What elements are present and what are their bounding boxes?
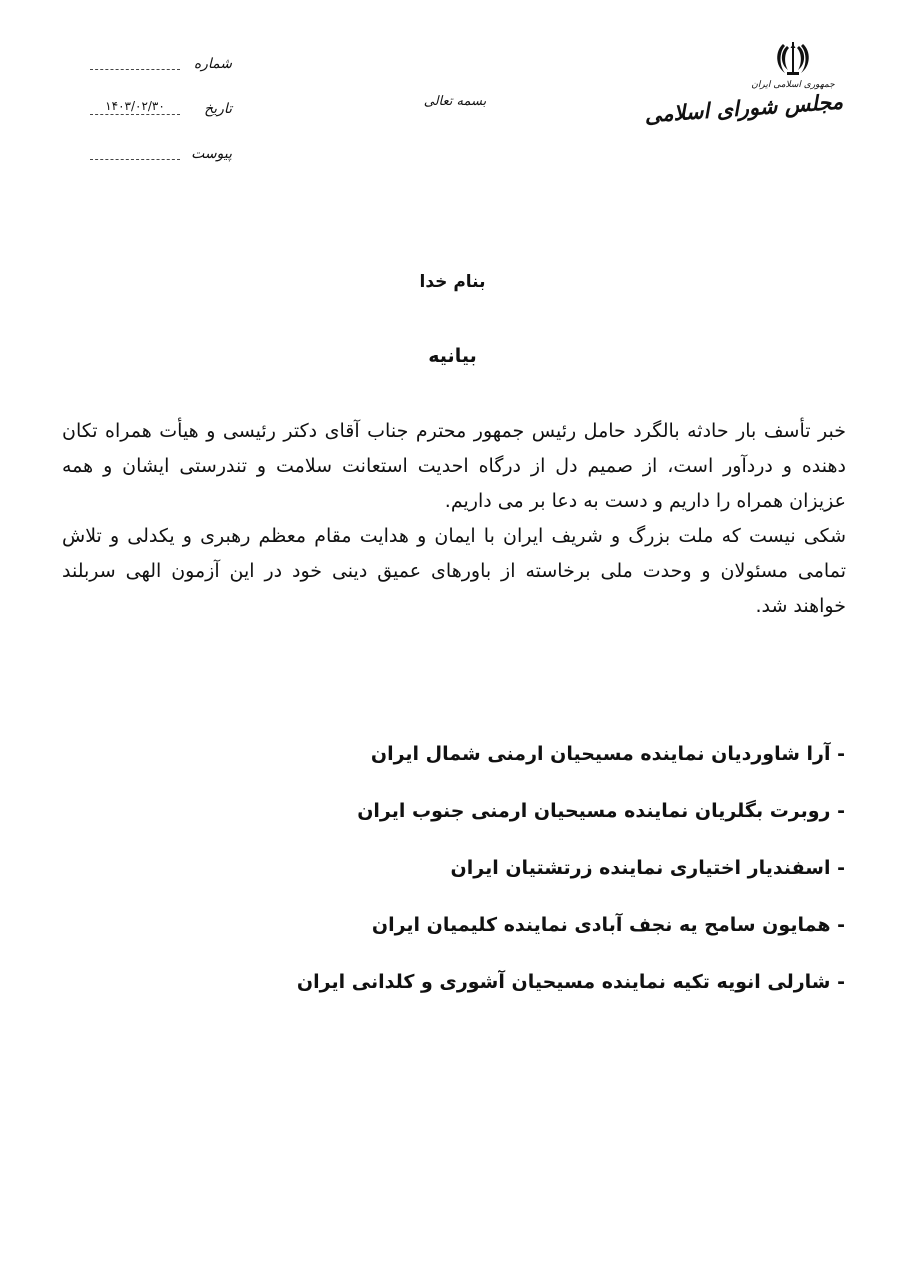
reference-number-value — [90, 68, 180, 70]
statement-title: بیانیه — [428, 345, 477, 367]
signatory-item: - شارلی انویه تکیه نماینده مسیحیان آشوری و کلدانی ایران — [296, 971, 845, 993]
iran-emblem-icon — [773, 38, 813, 78]
reference-number-label: شماره — [193, 56, 232, 72]
reference-row-number — [90, 48, 250, 72]
parliament-name: مجلس شورای اسلامی — [643, 88, 844, 128]
letter-heading: بنام خدا — [419, 272, 486, 292]
reference-row-date — [90, 93, 250, 117]
reference-attachment-label: پیوست — [191, 146, 232, 162]
reference-fields — [90, 48, 250, 183]
invocation-text: بسمه تعالی — [423, 94, 487, 109]
signatory-item: - اسفندیار اختیاری نماینده زرتشتیان ایران — [450, 857, 845, 879]
statement-paragraph: شکی نیست که ملت بزرگ و شریف ایران با ایمان و هدایت مقام معظم رهبری و یکدلی و تلاش تمامی مسئولان و وحدت ملی برخاسته از باورهای عمیق دینی خود در این آزمون الهی سربلند خواهند شد. — [62, 525, 846, 617]
letterhead-emblem-block — [643, 38, 844, 128]
signatories-list — [245, 736, 845, 1021]
reference-attachment-value — [90, 158, 180, 160]
signatory-item: - همایون سامح یه نجف آبادی نماینده کلیمیان ایران — [371, 914, 845, 936]
reference-row-attachment — [90, 138, 250, 162]
signatory-item: - روبرت بگلریان نماینده مسیحیان ارمنی جنوب ایران — [357, 800, 845, 822]
country-name: جمهوری اسلامی ایران — [751, 80, 835, 90]
signatory-item: - آرا شاوردیان نماینده مسیحیان ارمنی شمال ایران — [370, 743, 845, 765]
reference-date-label: تاریخ — [204, 101, 232, 117]
statement-body — [62, 414, 846, 624]
reference-date-value: ۱۴۰۳/۰۲/۳۰ — [90, 98, 180, 115]
statement-paragraph: خبر تأسف بار حادثه بالگرد حامل رئیس جمهور محترم جناب آقای دکتر رئیسی و هیأت همراه تکان دهنده و دردآور است، از صمیم دل از درگاه احدیت استعانت سلامت و تندرستی ایشان و همه عزیزان همراه را داریم و دست به دعا بر می داریم. — [62, 420, 846, 512]
